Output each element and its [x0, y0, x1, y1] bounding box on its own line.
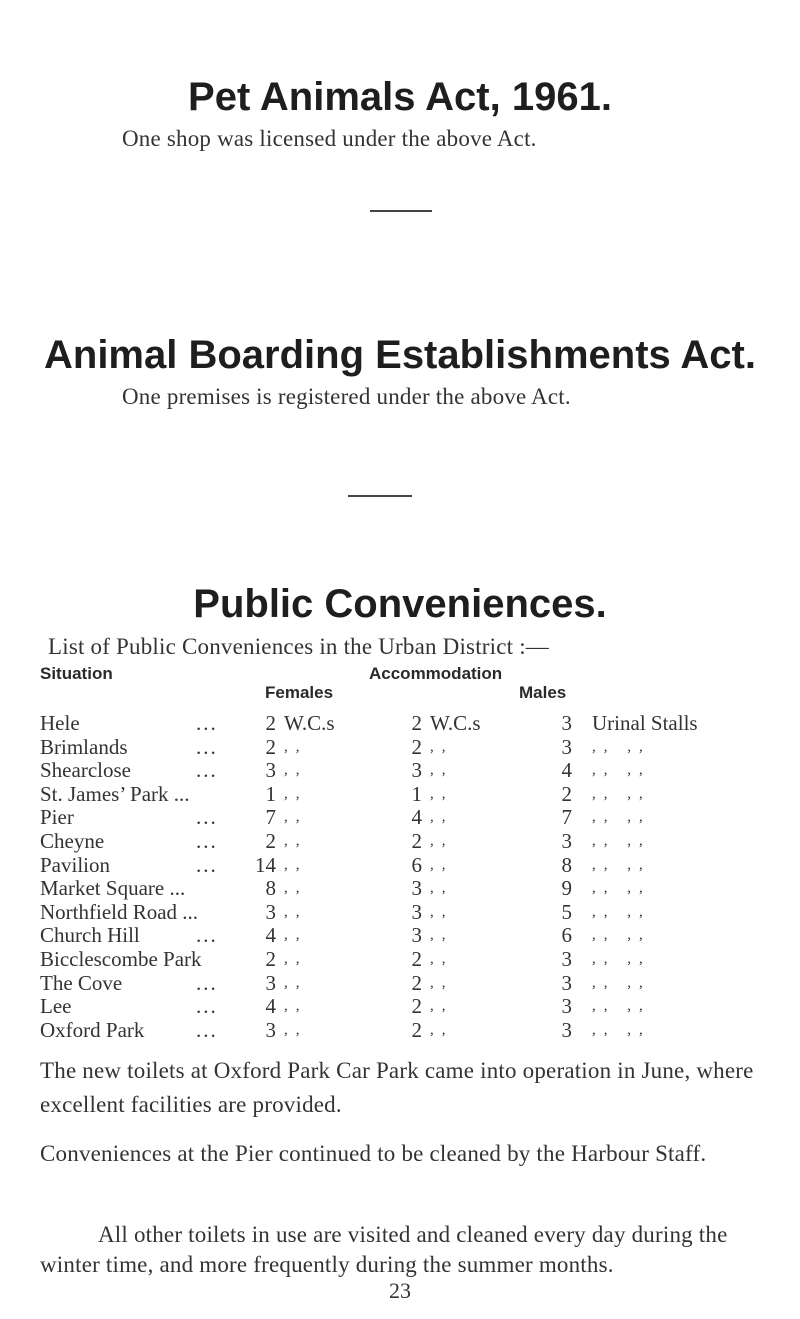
females-count-cell: 14 [255, 852, 276, 877]
males-wc-unit-cell: ,, [430, 1021, 454, 1038]
males-wc-count-cell: 2 [411, 994, 422, 1019]
males-wc-unit-cell: ,, [430, 974, 454, 991]
males-wc-unit-cell: ,, [430, 880, 454, 897]
table-row [0, 734, 800, 760]
males-urinal-unit-cell: ,, ,, [592, 1021, 651, 1038]
table-row [0, 804, 800, 830]
new-toilets-paragraph: The new toilets at Oxford Park Car Park came into operation in June, where excellent facilities are provided. [40, 1058, 754, 1117]
females-count-cell: 2 [265, 947, 276, 971]
males-wc-unit-cell: ,, [430, 927, 454, 944]
males-urinal-count-cell: 5 [561, 899, 572, 924]
females-count-cell: 1 [265, 781, 276, 806]
males-urinal-unit-cell: ,, ,, [592, 762, 651, 779]
females-count-cell: 3 [265, 1017, 276, 1042]
females-count-cell: 3 [265, 758, 276, 783]
situation-cell: Shearclose [40, 758, 131, 783]
leader-dots: ... [196, 758, 218, 783]
females-unit-cell: W.C.s [284, 711, 335, 735]
leader-dots: ... [196, 734, 218, 759]
females-unit-cell: ,, [284, 762, 308, 779]
males-column-header: Males [519, 683, 567, 702]
males-urinal-unit-cell: ,, ,, [592, 856, 651, 873]
males-urinal-unit-cell: ,, ,, [592, 903, 651, 920]
males-wc-unit-cell: ,, [430, 833, 454, 849]
table-row [0, 875, 800, 901]
situation-cell: Oxford Park [40, 1017, 145, 1042]
males-wc-count-cell: 3 [411, 923, 422, 948]
females-count-cell: 4 [265, 994, 276, 1019]
males-urinal-unit-cell: Urinal Stalls [592, 711, 698, 735]
males-urinal-count-cell: 3 [561, 947, 572, 971]
situation-cell: Brimlands [40, 734, 128, 759]
males-urinal-unit-cell: ,, ,, [592, 951, 651, 967]
situation-cell: Market Square ... [40, 876, 186, 901]
males-urinal-unit-cell: ,, ,, [592, 738, 651, 755]
males-urinal-count-cell: 7 [561, 805, 572, 830]
table-row [0, 710, 800, 736]
situation-cell: Church Hill [40, 923, 140, 948]
situation-cell: St. James’ Park ... [40, 781, 190, 806]
males-urinal-count-cell: 6 [561, 923, 572, 948]
males-urinal-count-cell: 3 [561, 1017, 572, 1042]
males-urinal-count-cell: 8 [561, 852, 572, 877]
females-unit-cell: ,, [284, 738, 308, 755]
females-unit-cell: ,, [284, 809, 308, 826]
leader-dots: ... [196, 805, 218, 830]
leader-dots: ... [196, 923, 218, 948]
males-wc-count-cell: 1 [411, 781, 422, 806]
females-unit-cell: ,, [284, 903, 308, 920]
leader-dots: ... [196, 711, 218, 735]
males-urinal-unit-cell: ,, ,, [592, 927, 651, 944]
males-wc-unit-cell: ,, [430, 762, 454, 779]
females-unit-cell: ,, [284, 880, 308, 897]
males-urinal-count-cell: 3 [561, 994, 572, 1019]
accommodation-column-header: Accommodation [369, 664, 503, 683]
males-wc-unit-cell: ,, [430, 738, 454, 755]
situation-cell: Lee [40, 994, 72, 1019]
males-urinal-unit-cell: ,, ,, [592, 880, 651, 897]
pet-animals-text: One shop was licensed under the above Act. [122, 126, 537, 151]
males-wc-count-cell: 3 [411, 758, 422, 783]
animal-boarding-text: One premises is registered under the above Act. [122, 384, 571, 409]
situation-column-header: Situation [40, 664, 113, 683]
situation-cell: Northfield Road ... [40, 899, 199, 924]
section-divider [370, 210, 432, 212]
females-unit-cell: ,, [284, 951, 308, 967]
males-urinal-unit-cell: ,, ,, [592, 785, 651, 802]
males-wc-unit-cell: ,, [430, 998, 454, 1015]
males-wc-count-cell: 2 [411, 970, 422, 995]
situation-cell: Cheyne [40, 829, 105, 853]
males-wc-count-cell: 3 [411, 899, 422, 924]
males-wc-count-cell: 3 [411, 876, 422, 901]
males-urinal-count-cell: 3 [561, 829, 572, 853]
females-unit-cell: ,, [284, 927, 308, 944]
leader-dots: ... [196, 994, 218, 1019]
males-wc-unit-cell: ,, [430, 951, 454, 967]
public-conveniences-intro: List of Public Conveniences in the Urban District :— [48, 634, 549, 659]
males-wc-count-cell: 2 [411, 829, 422, 853]
males-wc-count-cell: 2 [411, 947, 422, 971]
males-wc-count-cell: 6 [411, 852, 422, 877]
males-wc-count-cell: 2 [411, 711, 422, 735]
females-column-header: Females [265, 683, 334, 702]
females-count-cell: 4 [265, 923, 276, 948]
other-toilets-paragraph: All other toilets in use are visited and cleaned every day during the winter time, and more frequently during the summer months. [40, 1222, 728, 1277]
table-row [0, 1017, 800, 1043]
situation-cell: Bicclescombe Park [40, 947, 202, 971]
leader-dots: ... [196, 1017, 218, 1042]
leader-dots: ... [196, 970, 218, 995]
page-number: 23 [389, 1278, 411, 1303]
males-wc-unit-cell: ,, [430, 903, 454, 920]
females-unit-cell: ,, [284, 974, 308, 991]
males-urinal-count-cell: 9 [561, 876, 572, 901]
males-wc-unit-cell: ,, [430, 785, 454, 802]
situation-cell: Pier [40, 805, 74, 830]
males-urinal-count-cell: 4 [561, 758, 572, 783]
females-unit-cell: ,, [284, 1021, 308, 1038]
females-unit-cell: ,, [284, 856, 308, 873]
males-urinal-unit-cell: ,, ,, [592, 998, 651, 1015]
situation-cell: The Cove [40, 970, 123, 995]
males-wc-count-cell: 4 [411, 805, 422, 830]
leader-dots: ... [196, 852, 218, 877]
animal-boarding-heading: Animal Boarding Establishments Act. [44, 333, 756, 377]
females-count-cell: 2 [265, 734, 276, 759]
males-wc-unit-cell: W.C.s [430, 711, 481, 735]
males-urinal-count-cell: 3 [561, 711, 572, 735]
leader-dots: ... [196, 829, 218, 853]
section-divider [348, 495, 412, 497]
table-row [0, 946, 800, 972]
table-row [0, 828, 800, 854]
females-unit-cell: ,, [284, 833, 308, 849]
males-urinal-count-cell: 3 [561, 734, 572, 759]
females-count-cell: 8 [265, 876, 276, 901]
males-urinal-count-cell: 2 [561, 781, 572, 806]
table-row [0, 757, 800, 783]
pet-animals-heading: Pet Animals Act, 1961. [188, 75, 612, 119]
table-row [0, 993, 800, 1019]
males-wc-unit-cell: ,, [430, 809, 454, 826]
males-wc-count-cell: 2 [411, 1017, 422, 1042]
females-count-cell: 3 [265, 899, 276, 924]
females-count-cell: 2 [265, 711, 276, 735]
pier-cleaning-paragraph: Conveniences at the Pier continued to be cleaned by the Harbour Staff. [40, 1141, 707, 1166]
females-count-cell: 7 [265, 805, 276, 830]
table-row [0, 781, 800, 807]
males-wc-unit-cell: ,, [430, 856, 454, 873]
females-count-cell: 2 [265, 829, 276, 853]
females-unit-cell: ,, [284, 998, 308, 1015]
males-urinal-count-cell: 3 [561, 970, 572, 995]
males-urinal-unit-cell: ,, ,, [592, 833, 651, 849]
males-urinal-unit-cell: ,, ,, [592, 974, 651, 991]
females-count-cell: 3 [265, 970, 276, 995]
males-wc-count-cell: 2 [411, 734, 422, 759]
situation-cell: Pavilion [40, 852, 111, 877]
females-unit-cell: ,, [284, 785, 308, 802]
table-row [0, 970, 800, 996]
public-conveniences-heading: Public Conveniences. [193, 582, 607, 626]
table-row [0, 922, 800, 948]
males-urinal-unit-cell: ,, ,, [592, 809, 651, 826]
table-row [0, 899, 800, 925]
situation-cell: Hele [40, 711, 80, 735]
table-row [0, 852, 800, 878]
